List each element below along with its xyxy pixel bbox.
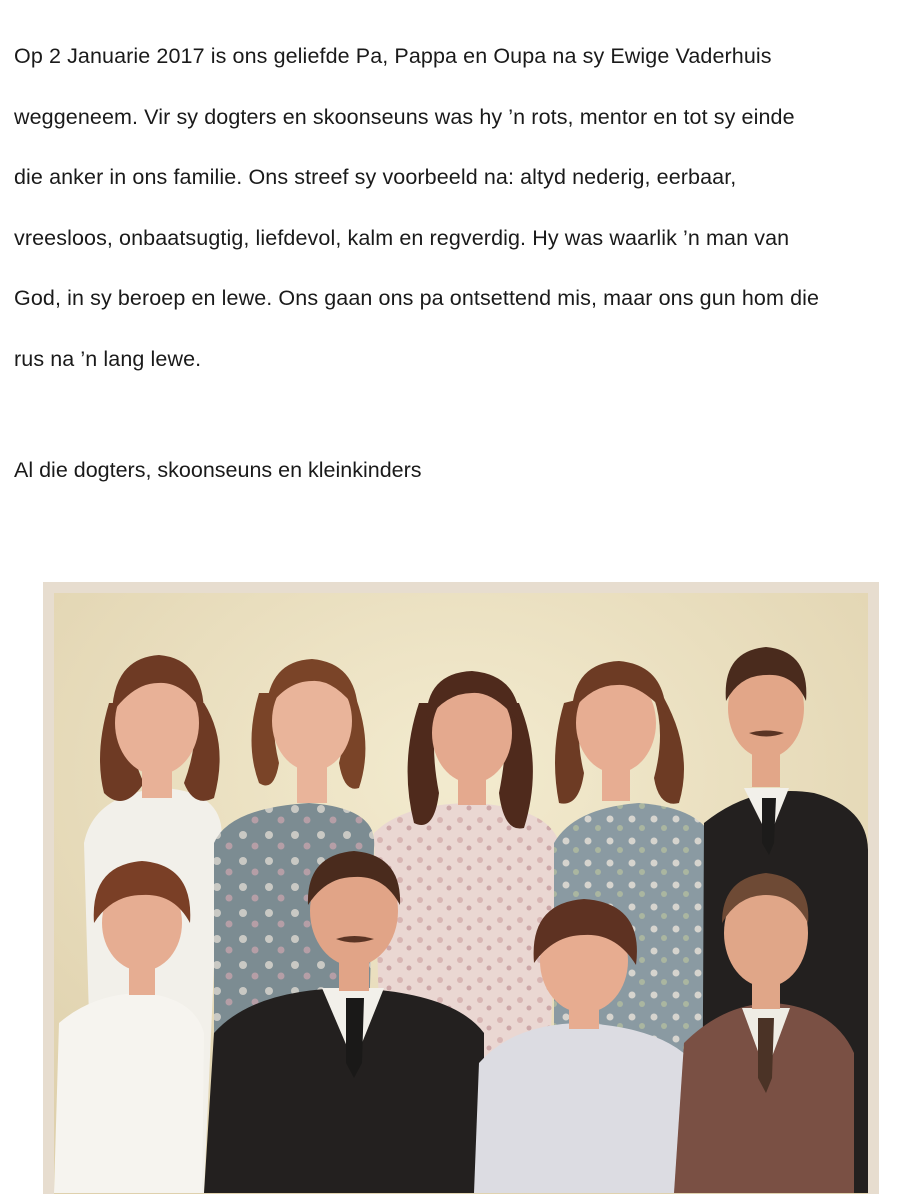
tribute-line: vreesloos, onbaatsugtig, liefdevol, kalm en regverdig. Hy was waarlik ’n man van bbox=[14, 225, 790, 250]
signature-line: Al die dogters, skoonseuns en kleinkinders bbox=[14, 458, 422, 482]
tribute-line: God, in sy beroep en lewe. Ons gaan ons pa ontsettend mis, maar ons gun hom die bbox=[14, 286, 820, 311]
tribute-line: die anker in ons familie. Ons streef sy voorbeeld na: altyd nederig, eerbaar, bbox=[14, 165, 737, 190]
family-portrait-photo bbox=[54, 593, 868, 1194]
family-portrait-illustration bbox=[54, 593, 868, 1194]
tribute-line: rus na ’n lang lewe. bbox=[14, 346, 202, 371]
tribute-line: Op 2 Januarie 2017 is ons geliefde Pa, Pappa en Oupa na sy Ewige Vaderhuis bbox=[14, 44, 772, 68]
tribute-text bbox=[14, 26, 909, 390]
photo-frame bbox=[43, 582, 879, 1194]
tribute-line: weggeneem. Vir sy dogters en skoonseuns was hy ’n rots, mentor en tot sy einde bbox=[14, 104, 795, 129]
